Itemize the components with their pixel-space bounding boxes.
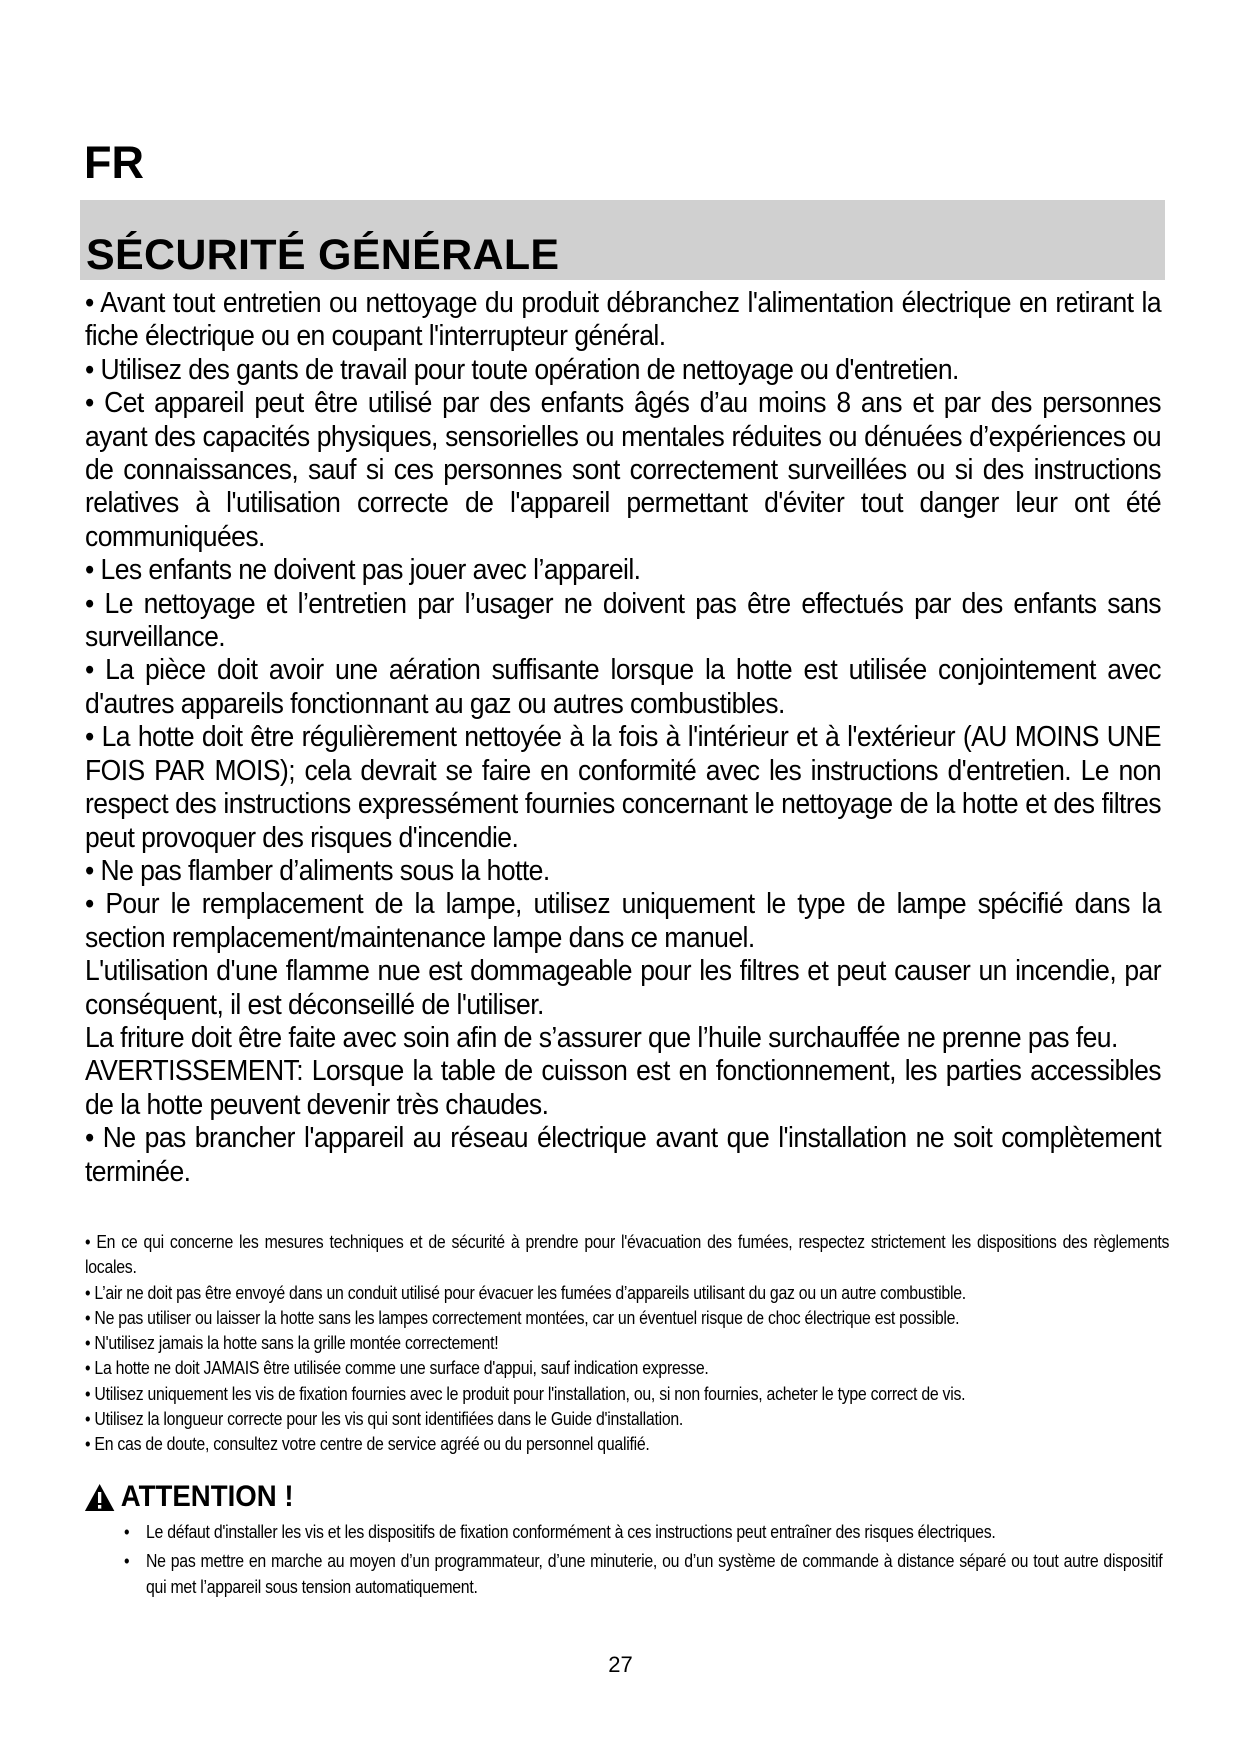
page-number: 27 [608,1652,633,1677]
attention-heading [84,1482,294,1512]
instruction-paragraph: • La pièce doit avoir une aération suffisante lorsque la hotte est utilisée conjointement avec d'autres appareils fonctionnant au gaz ou autres combustibles. [85,654,1162,720]
small-instruction-paragraph: • N'utilisez jamais la hotte sans la grille montée correctement! [85,1333,499,1354]
warning-triangle-icon [84,1483,115,1512]
attention-item: • Ne pas mettre en marche au moyen d’un programmateur, d’une minuterie, ou d’un système de commande à distance séparé ou tout autre dispositif qui met l’appareil sous tension automatiquement. [124,1549,1162,1600]
small-instruction-paragraph: • L’air ne doit pas être envoyé dans un conduit utilisé pour évacuer les fumées d’appareils utilisant du gaz ou un autre combustible. [85,1282,966,1303]
safety-instructions [85,287,1161,1189]
attention-list [124,1520,1162,1600]
small-instruction-paragraph: • La hotte ne doit JAMAIS être utilisée comme une surface d'appui, sauf indication expresse. [85,1358,709,1379]
instruction-paragraph: • Utilisez des gants de travail pour toute opération de nettoyage ou d'entretien. [85,353,959,386]
instruction-paragraph: La friture doit être faite avec soin afin de s’assurer que l’huile surchauffée ne prenne pas feu. [85,1021,1118,1054]
instruction-paragraph: • Pour le remplacement de la lampe, utilisez uniquement le type de lampe spécifié dans la section remplacement/maintenance lampe dans ce manuel. [85,888,1162,954]
language-code: FR [84,137,144,188]
small-instruction-paragraph: • Ne pas utiliser ou laisser la hotte sans les lampes correctement montées, car un éventuel risque de choc électrique est possible. [85,1307,960,1328]
additional-instructions [85,1230,1169,1458]
instruction-paragraph: • Les enfants ne doivent pas jouer avec l’appareil. [85,554,641,587]
section-title: SÉCURITÉ GÉNÉRALE [86,231,560,279]
instruction-paragraph: • Le nettoyage et l’entretien par l’usager ne doivent pas être effectués par des enfants sans surveillance. [85,587,1162,654]
attention-heading-text: ATTENTION ! [120,1480,294,1513]
small-instruction-paragraph: • En ce qui concerne les mesures techniques et de sécurité à prendre pour l'évacuation des fumées, respectez strictement les dispositions des règlements locales. [85,1232,1170,1278]
warning-paragraph: AVERTISSEMENT: Lorsque la table de cuisson est en fonctionnement, les parties accessibles de la hotte peuvent devenir très chaudes. [85,1055,1162,1121]
small-instruction-paragraph: • En cas de doute, consultez votre centre de service agréé ou du personnel qualifié. [85,1434,650,1455]
instruction-paragraph: • Cet appareil peut être utilisé par des enfants âgés d’au moins 8 ans et par des personnes ayant des capacités physiques, sensorielles ou mentales réduites ou dénuées d’expériences ou de connaissances, sauf si ces personnes sont correctement surveillées ou si des instructions relatives à l'utilisation correcte de l'appareil permettant d'éviter tout danger leur ont été communiquées. [85,387,1162,553]
instruction-paragraph: • La hotte doit être régulièrement nettoyée à la fois à l'intérieur et à l'extérieur (AU MOINS UNE FOIS PAR MOIS); cela devrait se faire en conformité avec les instructions d'entretien. Le non respect des instructions expressément fournies concernant le nettoyage de la hotte et des filtres peut provoquer des risques d'incendie. [85,721,1162,854]
instruction-paragraph: • Ne pas flamber d’aliments sous la hotte. [85,854,550,887]
instruction-paragraph: L'utilisation d'une flamme nue est dommageable pour les filtres et peut causer un incendie, par conséquent, il est déconseillé de l'utiliser. [85,955,1162,1021]
attention-item: • Le défaut d'installer les vis et les dispositifs de fixation conformément à ces instructions peut entraîner des risques électriques. [124,1520,1162,1545]
small-instruction-paragraph: • Utilisez la longueur correcte pour les vis qui sont identifiées dans le Guide d'installation. [85,1409,684,1430]
small-instruction-paragraph: • Utilisez uniquement les vis de fixation fournies avec le produit pour l'installation, ou, si non fournies, acheter le type correct de vis. [85,1383,966,1404]
instruction-paragraph: • Ne pas brancher l'appareil au réseau électrique avant que l'installation ne soit complètement terminée. [85,1122,1162,1188]
instruction-paragraph: • Avant tout entretien ou nettoyage du produit débranchez l'alimentation électrique en retirant la fiche électrique ou en coupant l'interrupteur général. [85,287,1162,353]
section-banner [80,200,1165,280]
